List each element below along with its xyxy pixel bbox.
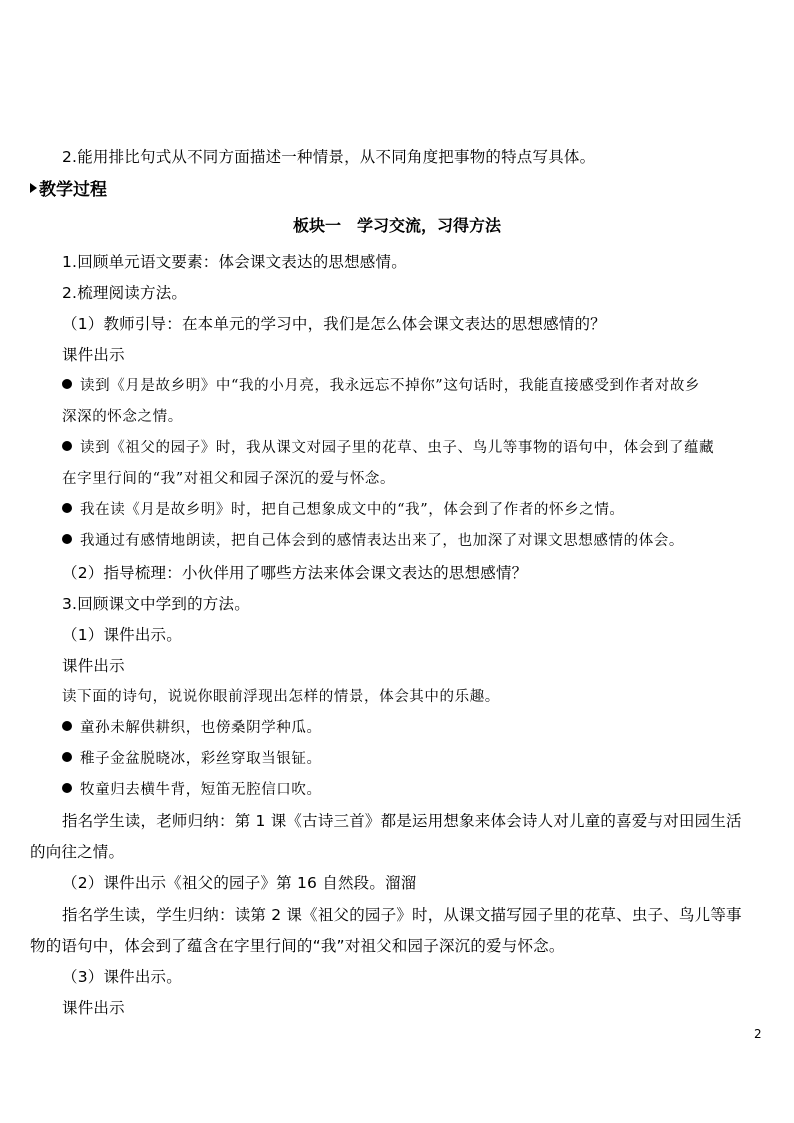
poem-intro: 读下面的诗句，说说你眼前浮现出怎样的情景，体会其中的乐趣。	[62, 689, 500, 705]
step-3: 3.回顾课文中学到的方法。	[62, 595, 250, 613]
summary-2-continuation: 物的语句中，体会到了蕴含在字里行间的“我”对祖父和园子深沉的爱与怀念。	[30, 937, 565, 955]
goal-item: 2.能用排比句式从不同方面描述一种情景，从不同角度把事物的特点写具体。	[62, 148, 596, 166]
courseware-label: 课件出示	[62, 657, 125, 675]
summary-2: 指名学生读，学生归纳：读第 2 课《祖父的园子》时，从课文描写园子里的花草、虫子、鸟儿等事	[62, 906, 742, 924]
step-3-1: （1）课件出示。	[62, 626, 182, 644]
list-item: 我在读《月是故乡明》时，把自己想象成文中的“我”，体会到了作者的怀乡之情。	[62, 498, 625, 519]
step-2-2: （2）指导梳理：小伙伴用了哪些方法来体会课文表达的思想感情？	[62, 564, 528, 582]
list-item-continuation: 在字里行间的“我”对祖父和园子深沉的爱与怀念。	[62, 471, 396, 487]
bullet-icon	[62, 379, 72, 389]
bullet-icon	[62, 752, 72, 762]
poem-line: 稚子金盆脱晓冰，彩丝穿取当银钲。	[62, 747, 322, 768]
poem-line: 牧童归去横牛背，短笛无腔信口吹。	[62, 778, 322, 799]
section-heading	[30, 175, 107, 200]
section-heading-text: 教学过程	[39, 180, 107, 200]
courseware-label: 课件出示	[62, 999, 125, 1017]
bullet-icon	[62, 503, 72, 513]
courseware-label: 课件出示	[62, 346, 125, 364]
page-number: 2	[754, 1027, 762, 1041]
list-item: 我通过有感情地朗读，把自己体会到的感情表达出来了，也加深了对课文思想感情的体会。	[62, 529, 684, 550]
step-2-1: （1）教师引导：在本单元的学习中，我们是怎么体会课文表达的思想感情的？	[62, 315, 606, 333]
list-item-continuation: 深深的怀念之情。	[62, 409, 183, 425]
summary-1: 指名学生读，老师归纳：第 1 课《古诗三首》都是运用想象来体会诗人对儿童的喜爱与对田园生活	[62, 812, 742, 830]
list-item: 读到《祖父的园子》时，我从课文对园子里的花草、虫子、鸟儿等事物的语句中，体会到了蕴藏	[62, 436, 714, 457]
triangle-marker-icon	[30, 183, 37, 193]
summary-1-continuation: 的向往之情。	[30, 843, 125, 861]
bullet-icon	[62, 721, 72, 731]
bullet-icon	[62, 441, 72, 451]
step-2: 2.梳理阅读方法。	[62, 284, 188, 302]
step-3-3: （3）课件出示。	[62, 968, 182, 986]
bullet-icon	[62, 783, 72, 793]
step-3-2: （2）课件出示《祖父的园子》第 16 自然段。溜溜	[62, 874, 417, 892]
step-1: 1.回顾单元语文要素：体会课文表达的思想感情。	[62, 253, 407, 271]
bullet-icon	[62, 534, 72, 544]
block-title: 板块一 学习交流，习得方法	[292, 216, 501, 235]
watermark-text: 溜溜	[385, 874, 417, 892]
list-item: 读到《月是故乡明》中“我的小月亮，我永远忘不掉你”这句话时，我能直接感受到作者对故乡	[62, 374, 700, 395]
poem-line: 童孙未解供耕织，也傍桑阴学种瓜。	[62, 716, 322, 737]
